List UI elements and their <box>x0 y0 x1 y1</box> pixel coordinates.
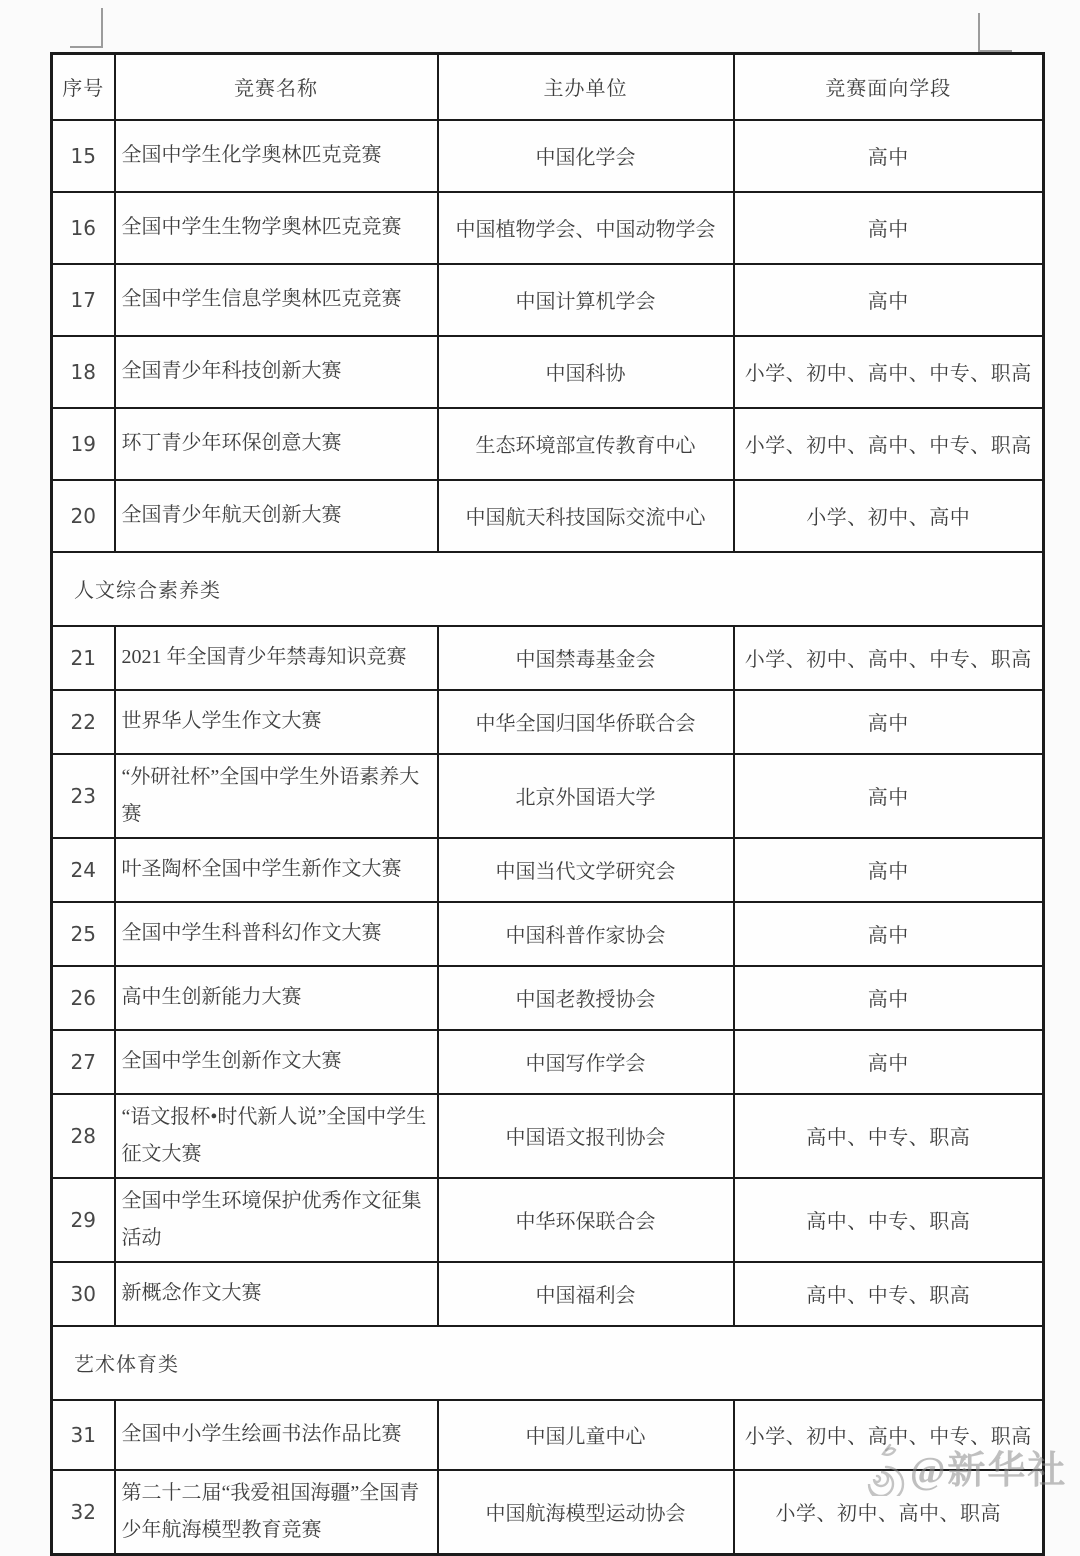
cell-stage: 高中 <box>734 838 1044 902</box>
cell-org: 中国当代文学研究会 <box>438 838 734 902</box>
cell-name: 全国青少年航天创新大赛 <box>115 480 438 552</box>
cell-no: 18 <box>52 336 115 408</box>
cell-no: 24 <box>52 838 115 902</box>
cell-org: 中华全国归国华侨联合会 <box>438 690 734 754</box>
cell-name: 全国中学生创新作文大赛 <box>115 1030 438 1094</box>
cell-stage: 高中 <box>734 966 1044 1030</box>
cell-no: 23 <box>52 754 115 838</box>
cell-org: 中国老教授协会 <box>438 966 734 1030</box>
cell-name: 全国青少年科技创新大赛 <box>115 336 438 408</box>
watermark-text: @新华社 <box>910 1449 1068 1492</box>
cell-stage: 小学、初中、高中 <box>734 480 1044 552</box>
cell-name: 全国中学生生物学奥林匹克竞赛 <box>115 192 438 264</box>
table-row <box>52 626 1044 690</box>
cell-no: 17 <box>52 264 115 336</box>
cell-org: 中国禁毒基金会 <box>438 626 734 690</box>
cell-name: 全国中学生化学奥林匹克竞赛 <box>115 120 438 192</box>
cell-org: 北京外国语大学 <box>438 754 734 838</box>
cell-name: 2021 年全国青少年禁毒知识竞赛 <box>115 626 438 690</box>
table-row <box>52 902 1044 966</box>
cell-org: 中国航海模型运动协会 <box>438 1470 734 1555</box>
cell-no: 20 <box>52 480 115 552</box>
cell-org: 中国写作学会 <box>438 1030 734 1094</box>
header-number: 序号 <box>52 54 115 120</box>
cell-name: 高中生创新能力大赛 <box>115 966 438 1030</box>
cell-name: 全国中学生科普科幻作文大赛 <box>115 902 438 966</box>
cell-no: 30 <box>52 1262 115 1326</box>
table-row <box>52 1262 1044 1326</box>
cell-stage: 高中 <box>734 690 1044 754</box>
header-organizer: 主办单位 <box>438 54 734 120</box>
table-row <box>52 1470 1044 1555</box>
cell-org: 中国科协 <box>438 336 734 408</box>
cell-org: 生态环境部宣传教育中心 <box>438 408 734 480</box>
cell-name: “外研社杯”全国中学生外语素养大赛 <box>115 754 438 838</box>
table-row <box>52 1030 1044 1094</box>
cell-stage: 高中、中专、职高 <box>734 1094 1044 1178</box>
table-row <box>52 408 1044 480</box>
cell-name: 全国中学生环境保护优秀作文征集活动 <box>115 1178 438 1262</box>
header-school-stage: 竞赛面向学段 <box>734 54 1044 120</box>
cell-stage: 小学、初中、高中、中专、职高 <box>734 1400 1044 1470</box>
cell-org: 中国语文报刊协会 <box>438 1094 734 1178</box>
cell-stage: 小学、初中、高中、中专、职高 <box>734 626 1044 690</box>
cell-stage: 高中、中专、职高 <box>734 1262 1044 1326</box>
cell-stage: 小学、初中、高中、职高 <box>734 1470 1044 1555</box>
cell-no: 28 <box>52 1094 115 1178</box>
cell-stage: 小学、初中、高中、中专、职高 <box>734 336 1044 408</box>
table-row <box>52 1178 1044 1262</box>
table-row <box>52 336 1044 408</box>
cell-stage: 高中 <box>734 902 1044 966</box>
cell-org: 中国化学会 <box>438 120 734 192</box>
cell-no: 32 <box>52 1470 115 1555</box>
table-row <box>52 264 1044 336</box>
cell-name: 全国中学生信息学奥林匹克竞赛 <box>115 264 438 336</box>
cell-no: 22 <box>52 690 115 754</box>
crop-mark-top-left-horizontal <box>70 46 103 48</box>
cell-no: 31 <box>52 1400 115 1470</box>
cell-org: 中国儿童中心 <box>438 1400 734 1470</box>
cell-name: 叶圣陶杯全国中学生新作文大赛 <box>115 838 438 902</box>
table-row <box>52 480 1044 552</box>
cell-name: “语文报杯•时代新人说”全国中学生征文大赛 <box>115 1094 438 1178</box>
cell-org: 中华环保联合会 <box>438 1178 734 1262</box>
cell-no: 27 <box>52 1030 115 1094</box>
table-row <box>52 1400 1044 1470</box>
cell-no: 29 <box>52 1178 115 1262</box>
crop-mark-top-right-vertical <box>978 13 980 52</box>
cell-no: 21 <box>52 626 115 690</box>
cell-no: 26 <box>52 966 115 1030</box>
cell-no: 15 <box>52 120 115 192</box>
table-row <box>52 754 1044 838</box>
cell-org: 中国福利会 <box>438 1262 734 1326</box>
cell-name: 环丁青少年环保创意大赛 <box>115 408 438 480</box>
table-row <box>52 690 1044 754</box>
table-row <box>52 1094 1044 1178</box>
competitions-table <box>50 52 1045 1556</box>
crop-mark-top-left-vertical <box>101 8 103 48</box>
cell-org: 中国计算机学会 <box>438 264 734 336</box>
header-competition-name: 竞赛名称 <box>115 54 438 120</box>
cell-name: 全国中小学生绘画书法作品比赛 <box>115 1400 438 1470</box>
cell-stage: 高中 <box>734 754 1044 838</box>
cell-stage: 高中 <box>734 192 1044 264</box>
section-row <box>52 1326 1044 1400</box>
cell-stage: 高中 <box>734 264 1044 336</box>
cell-org: 中国航天科技国际交流中心 <box>438 480 734 552</box>
section-row <box>52 552 1044 626</box>
table-header-row <box>52 54 1044 120</box>
cell-stage: 高中 <box>734 120 1044 192</box>
cell-name: 世界华人学生作文大赛 <box>115 690 438 754</box>
table-row <box>52 120 1044 192</box>
cell-no: 19 <box>52 408 115 480</box>
cell-stage: 高中 <box>734 1030 1044 1094</box>
cell-no: 25 <box>52 902 115 966</box>
table-body <box>52 120 1044 1555</box>
cell-org: 中国科普作家协会 <box>438 902 734 966</box>
section-label: 艺术体育类 <box>52 1326 1044 1400</box>
table-row <box>52 966 1044 1030</box>
cell-org: 中国植物学会、中国动物学会 <box>438 192 734 264</box>
cell-stage: 小学、初中、高中、中专、职高 <box>734 408 1044 480</box>
cell-no: 16 <box>52 192 115 264</box>
cell-name: 新概念作文大赛 <box>115 1262 438 1326</box>
cell-stage: 高中、中专、职高 <box>734 1178 1044 1262</box>
section-label: 人文综合素养类 <box>52 552 1044 626</box>
cell-name: 第二十二届“我爱祖国海疆”全国青少年航海模型教育竞赛 <box>115 1470 438 1555</box>
table-row <box>52 192 1044 264</box>
table-row <box>52 838 1044 902</box>
